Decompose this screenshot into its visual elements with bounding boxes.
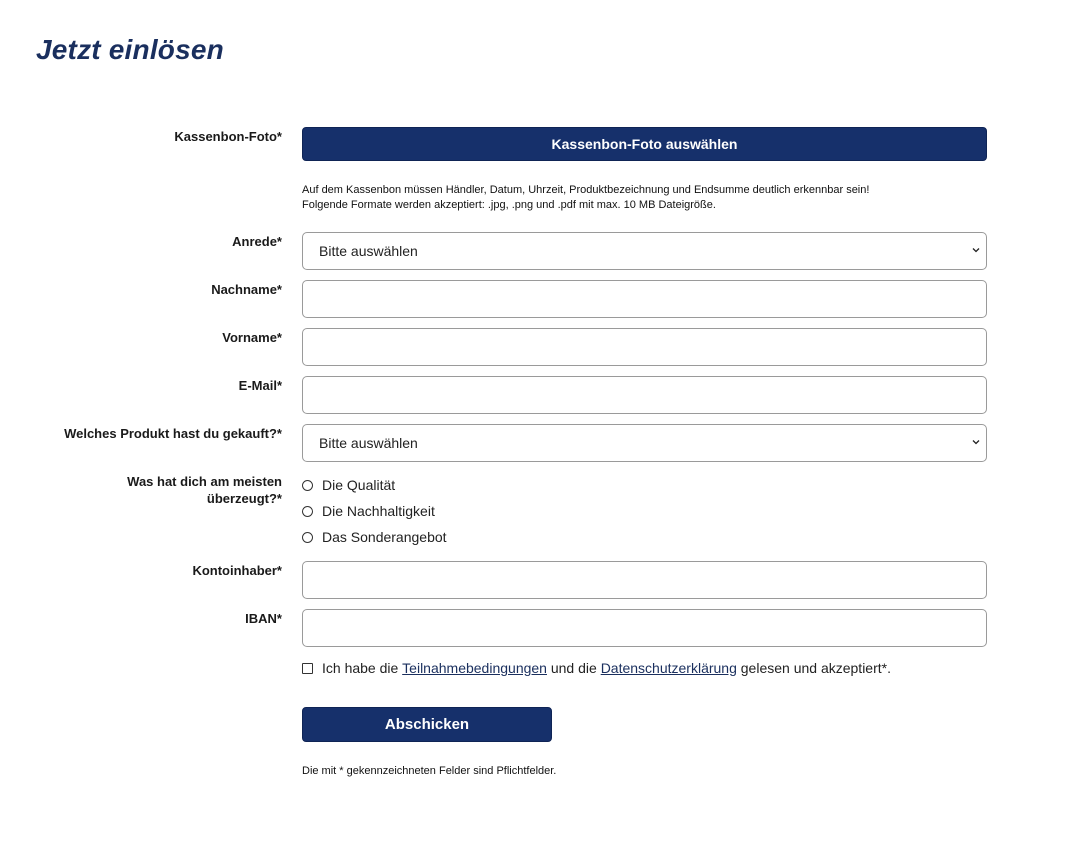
receipt-photo-label: Kassenbon-Foto* — [174, 129, 282, 144]
account-holder-input[interactable] — [302, 561, 987, 599]
radio-circle[interactable] — [302, 532, 313, 543]
email-label: E-Mail* — [238, 378, 282, 393]
required-fields-note: Die mit * gekennzeichneten Felder sind Pflichtfelder. — [302, 765, 557, 777]
privacy-link[interactable]: Datenschutzerklärung — [600, 660, 737, 676]
lastname-label: Nachname* — [211, 282, 282, 297]
receipt-photo-upload-button[interactable]: Kassenbon-Foto auswählen — [302, 127, 987, 161]
receipt-hint-line-2: Folgende Formate werden akzeptiert: .jpg, .png und .pdf mit max. 10 MB Dateigröße. — [302, 199, 716, 211]
iban-label: IBAN* — [245, 611, 282, 626]
radio-circle[interactable] — [302, 506, 313, 517]
consent-text-middle: und die — [546, 660, 601, 676]
receipt-photo-hint — [302, 183, 869, 213]
radio-option-sustainability[interactable] — [302, 502, 435, 520]
chevron-down-icon — [972, 438, 980, 446]
firstname-input[interactable] — [302, 328, 987, 366]
consent-checkbox[interactable] — [302, 663, 313, 674]
salutation-select[interactable] — [302, 232, 987, 270]
email-input[interactable] — [302, 376, 987, 414]
page-title: Jetzt einlösen — [36, 34, 224, 65]
receipt-hint-line-1: Auf dem Kassenbon müssen Händler, Datum, Uhrzeit, Produktbezeichnung und Endsumme deutlich erkennbar sein! — [302, 184, 870, 196]
submit-button[interactable]: Abschicken — [302, 707, 552, 742]
product-label: Welches Produkt hast du gekauft?* — [64, 426, 282, 441]
radio-option-special-offer[interactable] — [302, 528, 447, 546]
salutation-label: Anrede* — [232, 234, 282, 249]
account-holder-label: Kontoinhaber* — [192, 563, 282, 578]
terms-link[interactable]: Teilnahmebedingungen — [402, 660, 547, 676]
radio-circle[interactable] — [302, 480, 313, 491]
product-select[interactable] — [302, 424, 987, 462]
radio-option-label: Die Nachhaltigkeit — [322, 503, 435, 519]
radio-option-label: Das Sonderangebot — [322, 529, 447, 545]
salutation-select-value: Bitte auswählen — [319, 243, 418, 259]
consent-row — [302, 660, 891, 676]
chevron-down-icon — [972, 246, 980, 254]
iban-input[interactable] — [302, 609, 987, 647]
consent-text-before: Ich habe die — [322, 660, 403, 676]
radio-option-quality[interactable] — [302, 476, 395, 494]
consent-text-after: gelesen und akzeptiert*. — [736, 660, 891, 676]
convinced-label-line-2: überzeugt?* — [206, 491, 282, 506]
lastname-input[interactable] — [302, 280, 987, 318]
radio-option-label: Die Qualität — [322, 477, 396, 493]
firstname-label: Vorname* — [222, 330, 282, 345]
convinced-label — [127, 473, 282, 507]
product-select-value: Bitte auswählen — [319, 435, 418, 451]
convinced-label-line-1: Was hat dich am meisten — [127, 474, 282, 489]
